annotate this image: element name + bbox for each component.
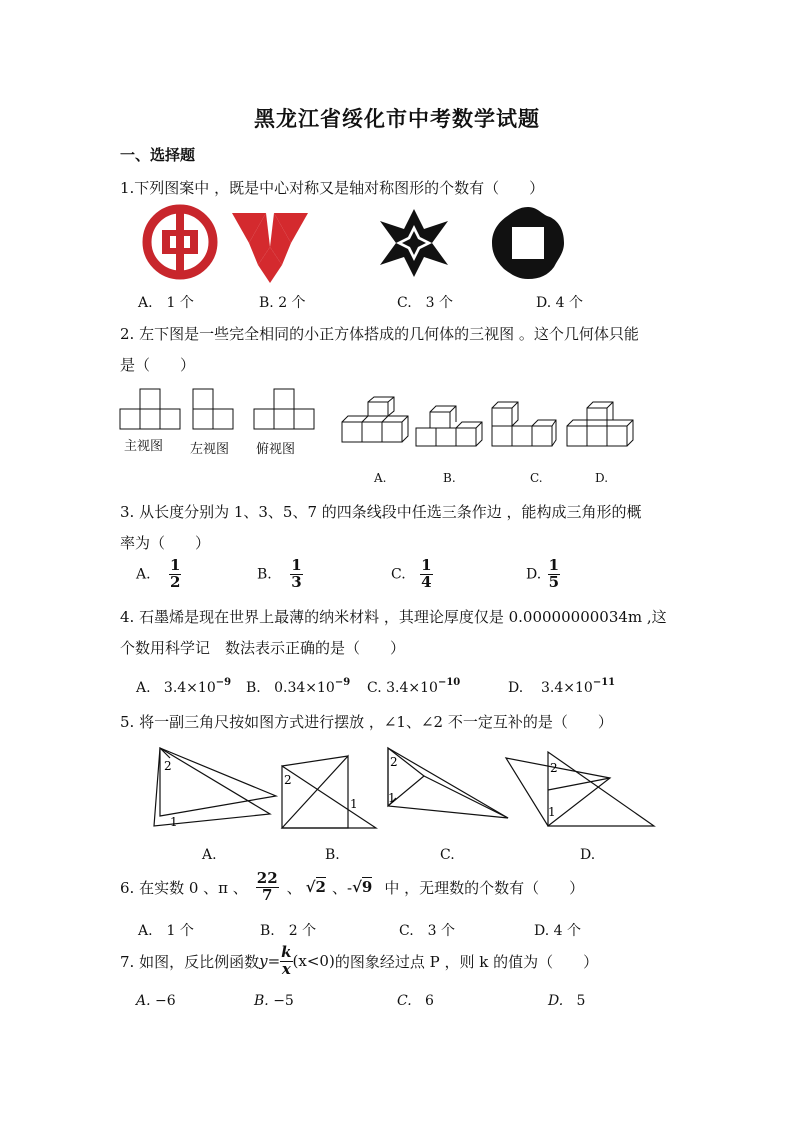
numerator: 1 xyxy=(548,556,560,574)
top-view-label: 俯视图 xyxy=(256,442,296,457)
denominator: x xyxy=(281,959,291,978)
q4-option-a-base: 3.4×10 xyxy=(163,680,216,696)
q3-option-c[interactable] xyxy=(391,558,433,591)
q2-option-d[interactable]: D. xyxy=(595,471,609,485)
q4-option-d-base: 3.4×10 xyxy=(541,680,593,696)
angle-1-label: 1 xyxy=(388,791,396,805)
ancient-coin-icon xyxy=(490,205,566,281)
denominator: 2 xyxy=(170,572,181,591)
q3-option-b[interactable] xyxy=(257,558,303,591)
q4-option-a[interactable] xyxy=(136,677,231,696)
q7-y: y= xyxy=(259,952,281,971)
cube-figure-c xyxy=(490,400,558,450)
q5-option-d[interactable]: D. xyxy=(580,847,596,863)
question-6-text xyxy=(120,871,584,904)
question-2-line-2: 是（ ） xyxy=(120,356,196,374)
q6-separator: 、 xyxy=(286,878,302,897)
q1-option-d[interactable]: D. 4 个 xyxy=(536,295,583,311)
cube-figure-d xyxy=(565,400,635,450)
set-square-figure-d xyxy=(502,750,658,830)
angle-1-label: 1 xyxy=(170,815,178,829)
q4-option-a-exponent: −9 xyxy=(215,677,232,688)
set-square-figure-b xyxy=(278,754,384,830)
section-heading: 一、选择题 xyxy=(120,146,196,164)
q4-option-d-label: D. xyxy=(508,680,524,696)
page-title: 黑龙江省绥化市中考数学试题 xyxy=(254,106,540,131)
q5-option-c[interactable]: C. xyxy=(440,847,455,863)
fraction xyxy=(420,558,432,591)
fraction xyxy=(169,558,181,591)
q3-option-a[interactable] xyxy=(136,558,181,591)
q2-option-c[interactable]: C. xyxy=(530,471,543,485)
question-1-text: 1.下列图案中 ，既是中心对称又是轴对称图形的个数有（ ） xyxy=(120,179,545,197)
q4-option-b[interactable] xyxy=(246,677,350,696)
numerator: 1 xyxy=(170,556,181,574)
three-diamond-logo-icon xyxy=(232,213,308,283)
question-3-line-1: 3. 从长度分别为 1、3、5、7 的四条线段中任选三条作边 ，能构成三角形的概 xyxy=(120,503,642,521)
angle-2-label: 2 xyxy=(390,755,398,769)
cube-figure-a xyxy=(340,396,410,446)
q7-suffix: 的图象经过点 P ，则 k 的值为（ ） xyxy=(334,952,599,971)
sqrt-9 xyxy=(352,878,372,896)
set-square-figure-c xyxy=(384,744,514,830)
fraction xyxy=(290,558,302,591)
q7-condition: (x<0) xyxy=(292,952,335,971)
q7-option-c-label: C. xyxy=(397,993,412,1009)
q6-prefix: 6. 在实数 0 、π 、 xyxy=(120,878,248,897)
q4-option-d-exponent: −11 xyxy=(592,677,616,688)
q3-option-d[interactable] xyxy=(526,558,560,591)
set-square-figure-a xyxy=(150,744,280,830)
radicand: 2 xyxy=(315,878,326,897)
fraction xyxy=(548,558,560,591)
question-7-text xyxy=(120,945,598,978)
question-3-line-2: 率为（ ） xyxy=(120,534,211,552)
left-view-label: 左视图 xyxy=(190,442,230,457)
angle-1-label: 1 xyxy=(548,805,556,819)
sqrt-2 xyxy=(306,878,326,896)
denominator: 4 xyxy=(421,572,432,591)
left-view-figure xyxy=(192,387,234,431)
question-5-text: 5. 将一副三角尺按如图方式进行摆放 ，∠1、∠2 不一定互补的是（ ） xyxy=(120,713,613,731)
angle-2-label: 2 xyxy=(164,759,172,773)
q6-option-d[interactable]: D. 4 个 xyxy=(534,923,581,939)
q7-option-d-value: 5 xyxy=(576,993,586,1009)
radical-sign-icon: √ xyxy=(352,878,362,897)
numerator: 1 xyxy=(291,556,302,574)
q4-option-b-base: 0.34×10 xyxy=(274,680,335,696)
q7-option-c-value: 6 xyxy=(425,993,434,1009)
q6-separator-2: 、- xyxy=(331,878,353,897)
q7-option-c[interactable] xyxy=(397,993,434,1009)
numerator: 1 xyxy=(421,556,432,574)
q1-option-b[interactable]: B. 2 个 xyxy=(259,295,306,311)
q2-option-a[interactable]: A. xyxy=(374,471,387,485)
q2-option-b[interactable]: B. xyxy=(443,471,456,485)
front-view-figure xyxy=(119,387,181,431)
q6-option-c[interactable]: C. 3 个 xyxy=(399,923,456,939)
q4-option-d[interactable] xyxy=(508,677,615,696)
q6-suffix: 中 ，无理数的个数有（ ） xyxy=(384,878,585,897)
bank-logo-icon xyxy=(143,205,217,279)
q1-option-c[interactable]: C. 3 个 xyxy=(397,295,454,311)
fraction-22-7 xyxy=(256,871,279,904)
q7-option-a-value: −6 xyxy=(155,993,176,1009)
q7-prefix: 7. 如图，反比例函数 xyxy=(120,952,260,971)
question-4-line-1: 4. 石墨烯是现在世界上最薄的纳米材料 ，其理论厚度仅是 0.00000000034m ,这 xyxy=(120,608,667,626)
q4-option-c-exponent: −10 xyxy=(437,677,461,688)
q7-option-b-value: −5 xyxy=(273,993,294,1009)
q4-option-b-exponent: −9 xyxy=(334,677,351,688)
numerator: k xyxy=(281,943,292,961)
q5-option-a[interactable]: A. xyxy=(202,847,217,863)
cube-figure-b xyxy=(414,404,484,450)
q7-option-d-label: D. xyxy=(548,993,564,1009)
four-point-star-icon xyxy=(378,207,450,279)
q4-option-c-label: C. xyxy=(367,680,382,696)
fraction-k-x xyxy=(280,945,292,978)
q1-option-a[interactable]: A. 1 个 xyxy=(138,295,194,311)
q3-option-c-label: C. xyxy=(391,566,406,583)
denominator: 3 xyxy=(291,572,302,591)
angle-2-label: 2 xyxy=(550,761,558,775)
q6-option-a[interactable]: A. 1 个 xyxy=(138,923,194,939)
angle-1-label: 1 xyxy=(350,797,358,811)
denominator: 5 xyxy=(548,572,560,591)
q7-option-a[interactable] xyxy=(136,993,176,1009)
q4-option-c-base: 3.4×10 xyxy=(386,680,438,696)
q7-option-b[interactable] xyxy=(254,993,294,1009)
q3-option-a-label: A. xyxy=(136,566,151,583)
q4-option-c[interactable] xyxy=(367,677,460,696)
top-view-figure xyxy=(253,387,315,431)
question-4-line-2: 个数用科学记 数法表示正确的是（ ） xyxy=(120,639,406,657)
q7-option-a-label: A. xyxy=(136,993,151,1009)
q4-option-b-label: B. xyxy=(246,680,261,696)
q3-option-d-label: D. xyxy=(526,566,542,583)
q5-option-b[interactable]: B. xyxy=(325,847,340,863)
radicand: 9 xyxy=(361,878,373,897)
q6-option-b[interactable]: B. 2 个 xyxy=(260,923,317,939)
denominator: 7 xyxy=(262,885,273,904)
q7-option-b-label: B. xyxy=(254,993,269,1009)
q7-option-d[interactable] xyxy=(548,993,585,1009)
angle-2-label: 2 xyxy=(284,773,292,787)
front-view-label: 主视图 xyxy=(124,439,164,454)
q4-option-a-label: A. xyxy=(136,680,151,696)
q3-option-b-label: B. xyxy=(257,566,272,583)
question-2-line-1: 2. 左下图是一些完全相同的小正方体搭成的几何体的三视图 。这个几何体只能 xyxy=(120,325,639,343)
numerator: 22 xyxy=(256,869,278,887)
radical-sign-icon: √ xyxy=(305,878,316,897)
